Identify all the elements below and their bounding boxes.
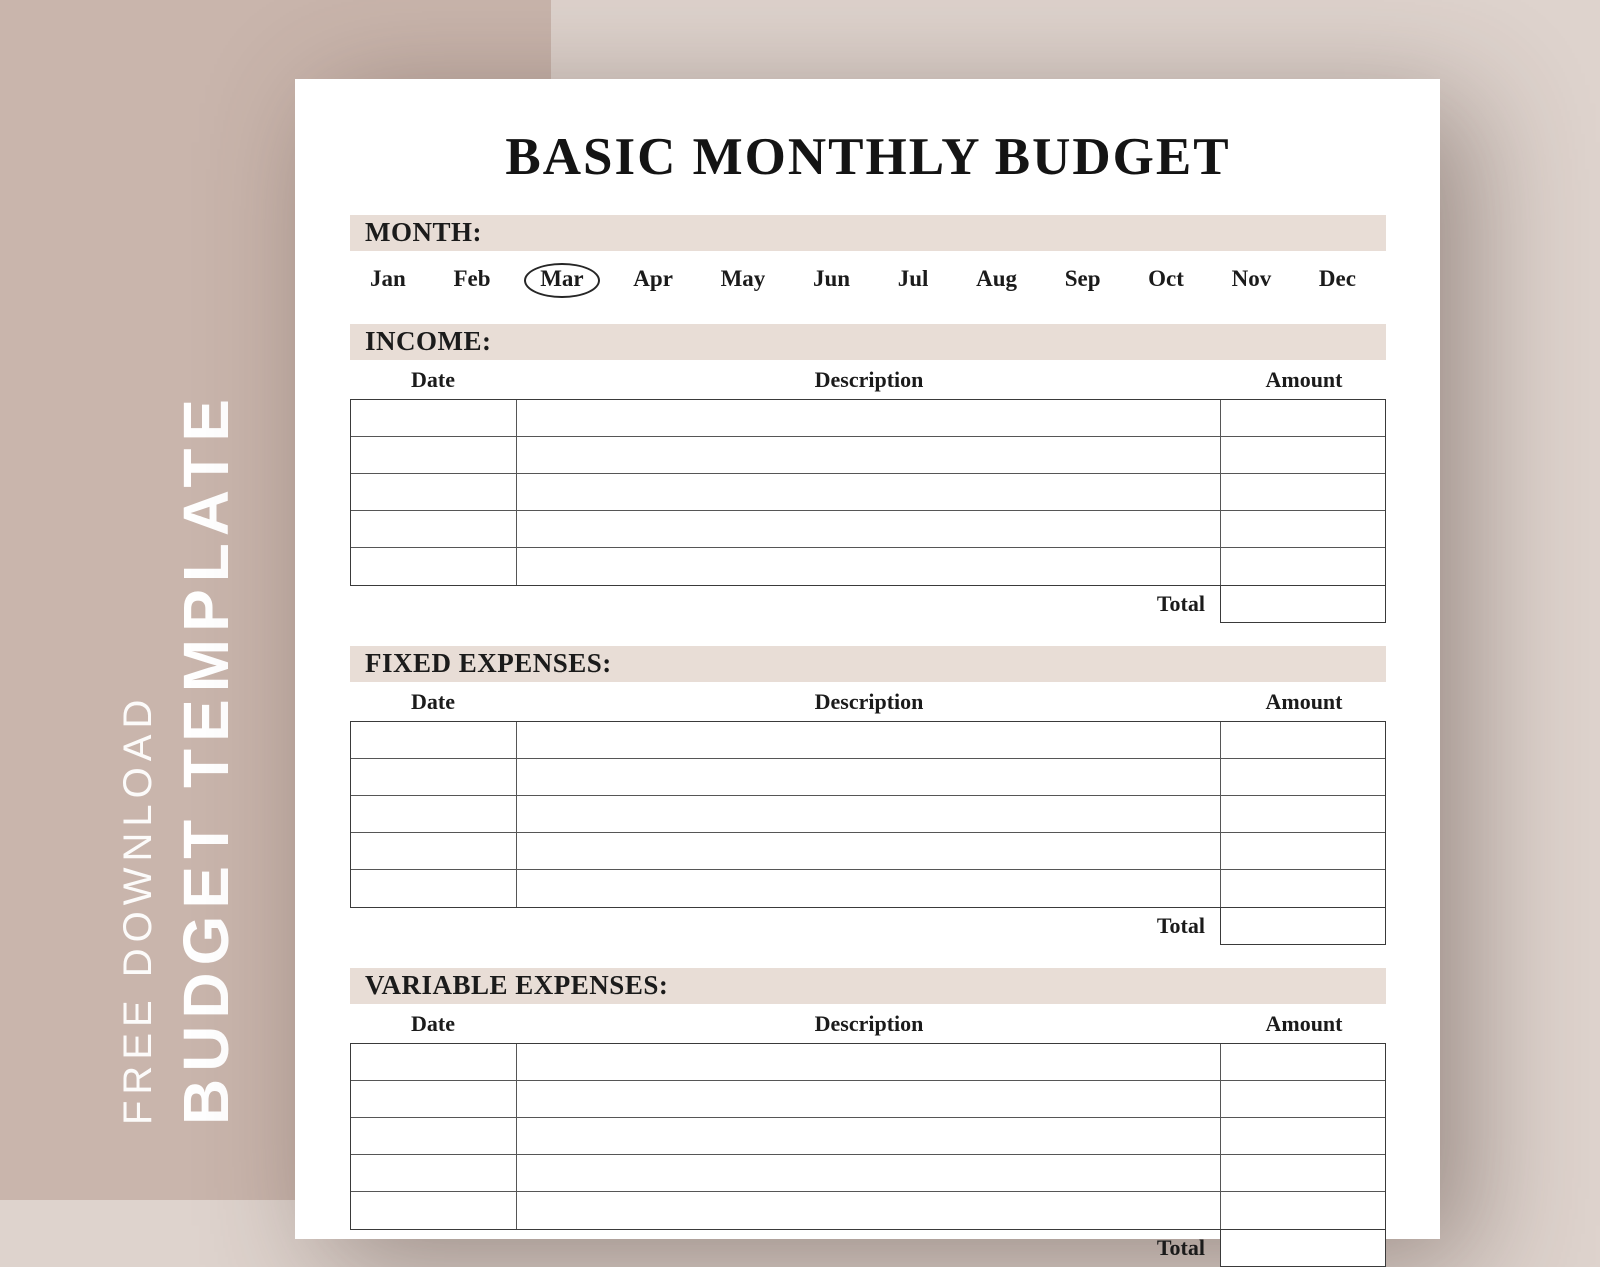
amount-cell[interactable] (1221, 833, 1385, 869)
date-cell[interactable] (351, 511, 517, 547)
description-cell[interactable] (517, 511, 1221, 547)
table-row (351, 796, 1385, 833)
month-section-bar (350, 215, 1386, 251)
table-row (351, 511, 1385, 548)
table-row (351, 833, 1385, 870)
column-header-description: Description (814, 688, 924, 714)
amount-cell[interactable] (1221, 548, 1385, 585)
section-variable-expenses (350, 968, 1386, 1267)
table-row (351, 437, 1385, 474)
month-option-mar[interactable] (538, 264, 585, 294)
column-header-description: Description (814, 1010, 924, 1036)
description-cell[interactable] (517, 1044, 1221, 1080)
column-header-amount: Amount (1265, 1010, 1343, 1036)
variable-expenses-section-label: VARIABLE EXPENSES: (365, 970, 669, 1001)
description-cell[interactable] (517, 870, 1221, 907)
sidebar-rotated-text (117, 392, 240, 1125)
sidebar-eyebrow: FREE DOWNLOAD (116, 693, 160, 1125)
month-option-dec[interactable]: Dec (1318, 265, 1356, 291)
month-option-oct[interactable]: Oct (1148, 265, 1184, 291)
date-cell[interactable] (351, 1081, 517, 1117)
date-cell[interactable] (351, 1155, 517, 1191)
description-cell[interactable] (517, 548, 1221, 585)
amount-cell[interactable] (1221, 796, 1385, 832)
table-row (351, 1192, 1385, 1229)
column-header-date: Date (411, 688, 455, 714)
table-row (351, 1155, 1385, 1192)
month-option-sep[interactable]: Sep (1064, 265, 1101, 291)
column-header-amount: Amount (1265, 688, 1343, 714)
month-option-jul[interactable]: Jul (897, 265, 929, 291)
date-cell[interactable] (351, 400, 517, 436)
sidebar-heading: BUDGET TEMPLATE (170, 391, 242, 1125)
month-option-nov[interactable]: Nov (1231, 265, 1272, 291)
table-row (351, 722, 1385, 759)
description-cell[interactable] (517, 1081, 1221, 1117)
date-cell[interactable] (351, 474, 517, 510)
description-cell[interactable] (517, 437, 1221, 473)
income-total-cell[interactable] (1220, 585, 1386, 623)
column-header-date: Date (411, 366, 455, 392)
column-header-date: Date (411, 1010, 455, 1036)
variable-expenses-column-headers (350, 1011, 1386, 1037)
section-fixed-expenses (350, 646, 1386, 945)
amount-cell[interactable] (1221, 400, 1385, 436)
income-total-row (350, 585, 1386, 623)
table-row (351, 759, 1385, 796)
month-option-jun[interactable]: Jun (812, 265, 851, 291)
table-row (351, 870, 1385, 907)
date-cell[interactable] (351, 759, 517, 795)
date-cell[interactable] (351, 437, 517, 473)
document-page (295, 79, 1440, 1260)
income-section-label: INCOME: (365, 326, 492, 357)
page-title: BASIC MONTHLY BUDGET (505, 128, 1231, 186)
amount-cell[interactable] (1221, 1192, 1385, 1229)
table-row (351, 474, 1385, 511)
variable-expenses-total-row (350, 1229, 1386, 1267)
amount-cell[interactable] (1221, 474, 1385, 510)
total-label: Total (1156, 1234, 1205, 1260)
fixed-expenses-section-label: FIXED EXPENSES: (365, 648, 612, 679)
income-section-bar (350, 324, 1386, 360)
description-cell[interactable] (517, 759, 1221, 795)
month-option-feb[interactable]: Feb (453, 265, 491, 291)
total-label: Total (1156, 590, 1205, 616)
fixed-expenses-total-row (350, 907, 1386, 945)
amount-cell[interactable] (1221, 1118, 1385, 1154)
amount-cell[interactable] (1221, 1155, 1385, 1191)
table-row (351, 400, 1385, 437)
page-content (295, 79, 1440, 1267)
month-option-jan[interactable]: Jan (370, 265, 406, 291)
month-options (350, 257, 1386, 301)
table-row (351, 1081, 1385, 1118)
amount-cell[interactable] (1221, 1081, 1385, 1117)
income-column-headers (350, 367, 1386, 393)
month-option-aug[interactable]: Aug (976, 265, 1018, 291)
date-cell[interactable] (351, 833, 517, 869)
date-cell[interactable] (351, 722, 517, 758)
column-header-amount: Amount (1265, 366, 1343, 392)
income-table (350, 399, 1386, 586)
section-income (350, 324, 1386, 623)
table-row (351, 1044, 1385, 1081)
month-option-may[interactable]: May (720, 265, 766, 291)
description-cell[interactable] (517, 474, 1221, 510)
description-cell[interactable] (517, 1118, 1221, 1154)
month-option-apr[interactable]: Apr (633, 265, 673, 291)
variable-expenses-section-bar (350, 968, 1386, 1004)
fixed-expenses-table (350, 721, 1386, 908)
description-cell[interactable] (517, 833, 1221, 869)
selected-month-circle: Mar (524, 263, 599, 298)
date-cell[interactable] (351, 1118, 517, 1154)
date-cell[interactable] (351, 1044, 517, 1080)
description-cell[interactable] (517, 722, 1221, 758)
table-row (351, 1118, 1385, 1155)
total-label: Total (1156, 912, 1205, 938)
date-cell[interactable] (351, 1192, 517, 1229)
date-cell[interactable] (351, 796, 517, 832)
column-header-description: Description (814, 366, 924, 392)
date-cell[interactable] (351, 548, 517, 585)
variable-expenses-total-cell[interactable] (1220, 1229, 1386, 1267)
date-cell[interactable] (351, 870, 517, 907)
amount-cell[interactable] (1221, 759, 1385, 795)
amount-cell[interactable] (1221, 437, 1385, 473)
variable-expenses-table (350, 1043, 1386, 1230)
table-row (351, 548, 1385, 585)
fixed-expenses-column-headers (350, 689, 1386, 715)
description-cell[interactable] (517, 1155, 1221, 1191)
amount-cell[interactable] (1221, 1044, 1385, 1080)
fixed-expenses-section-bar (350, 646, 1386, 682)
amount-cell[interactable] (1221, 511, 1385, 547)
amount-cell[interactable] (1221, 870, 1385, 907)
month-label: MONTH: (365, 217, 482, 248)
description-cell[interactable] (517, 1192, 1221, 1229)
description-cell[interactable] (517, 400, 1221, 436)
description-cell[interactable] (517, 796, 1221, 832)
fixed-expenses-total-cell[interactable] (1220, 907, 1386, 945)
amount-cell[interactable] (1221, 722, 1385, 758)
